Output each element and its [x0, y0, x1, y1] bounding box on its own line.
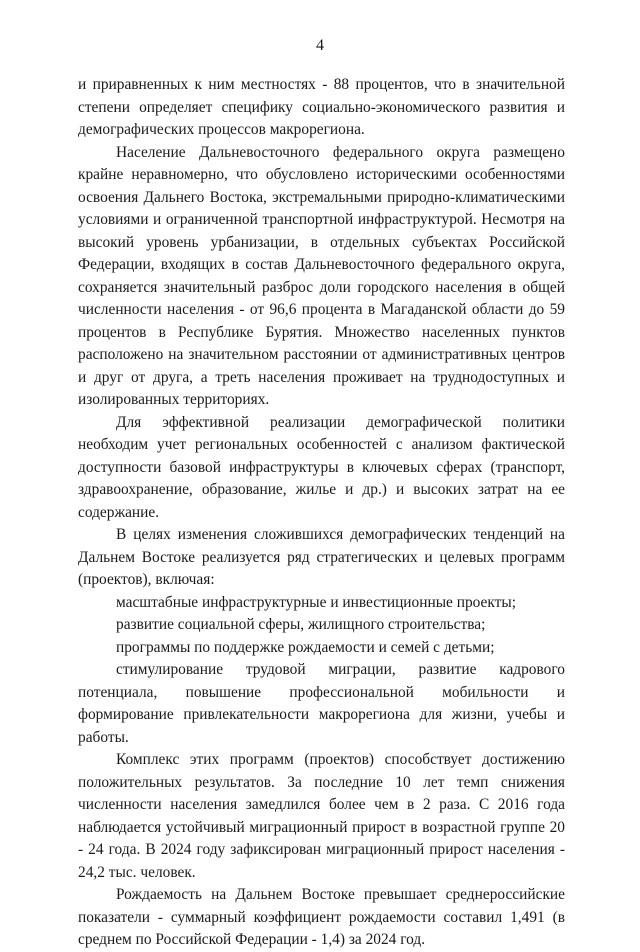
- page-number: 4: [316, 37, 324, 54]
- document-body: [78, 74, 565, 952]
- paragraph-programs-intro: В целях изменения сложившихся демографических тенденций на Дальнем Востоке реализуется ряд стратегических и целевых программ (проектов), включая:: [78, 526, 565, 588]
- paragraph-demographic-policy: Для эффективной реализации демографической политики необходим учет региональных особенностей с анализом фактической доступности базовой инфраструктуры в ключевых сферах (транспорт, здравоохранение, образование, жилье и др.) и высоких затрат на ее содержание.: [78, 413, 565, 521]
- paragraph-population-distribution: Население Дальневосточного федерального округа размещено крайне неравномерно, что обусловлено историческими особенностями освоения Дальнего Востока, экстремальными природно-климатическими условиями и ограниченной транспортной инфраструктурой. Несмотря на высокий уровень урбанизации, в отдельных субъектах Российской Федерации, входящих в состав Дальневосточного федерального округа, сохраняется значительный разброс доли городского населения в общей численности населения - от 96,6 процента в Магаданской области до 59 процентов в Республике Бурятия. Множество населенных пунктов расположено на значительном расстоянии от административных центров и друг от друга, а треть населения проживает на труднодоступных и изолированных территориях.: [78, 143, 565, 408]
- paragraph-continuation: и приравненных к ним местностях - 88 процентов, что в значительной степени определяет специфику социально-экономического развития и демографических процессов макрорегиона.: [78, 76, 565, 138]
- list-item: программы по поддержке рождаемости и семей с детьми;: [116, 638, 495, 656]
- list-item: стимулирование трудовой миграции, развитие кадрового потенциала, повышение профессиональной мобильности и формирование привлекательности макрорегиона для жизни, учебы и работы.: [78, 661, 565, 746]
- list-item: масштабные инфраструктурные и инвестиционные проекты;: [116, 593, 516, 611]
- paragraph-program-results: Комплекс этих программ (проектов) способствует достижению положительных результатов. За последние 10 лет темп снижения численности населения замедлился более чем в 2 раза. С 2016 года наблюдается устойчивый миграционный прирост в возрастной группе 20 - 24 года. В 2024 году зафиксирован миграционный прирост населения - 24,2 тыс. человек.: [78, 751, 565, 881]
- list-item: развитие социальной сферы, жилищного строительства;: [116, 616, 486, 633]
- paragraph-birth-rate: Рождаемость на Дальнем Востоке превышает среднероссийские показатели - суммарный коэффициент рождаемости составил 1,491 (в среднем по Российской Федерации - 1,4) за 2024 год.: [78, 886, 565, 948]
